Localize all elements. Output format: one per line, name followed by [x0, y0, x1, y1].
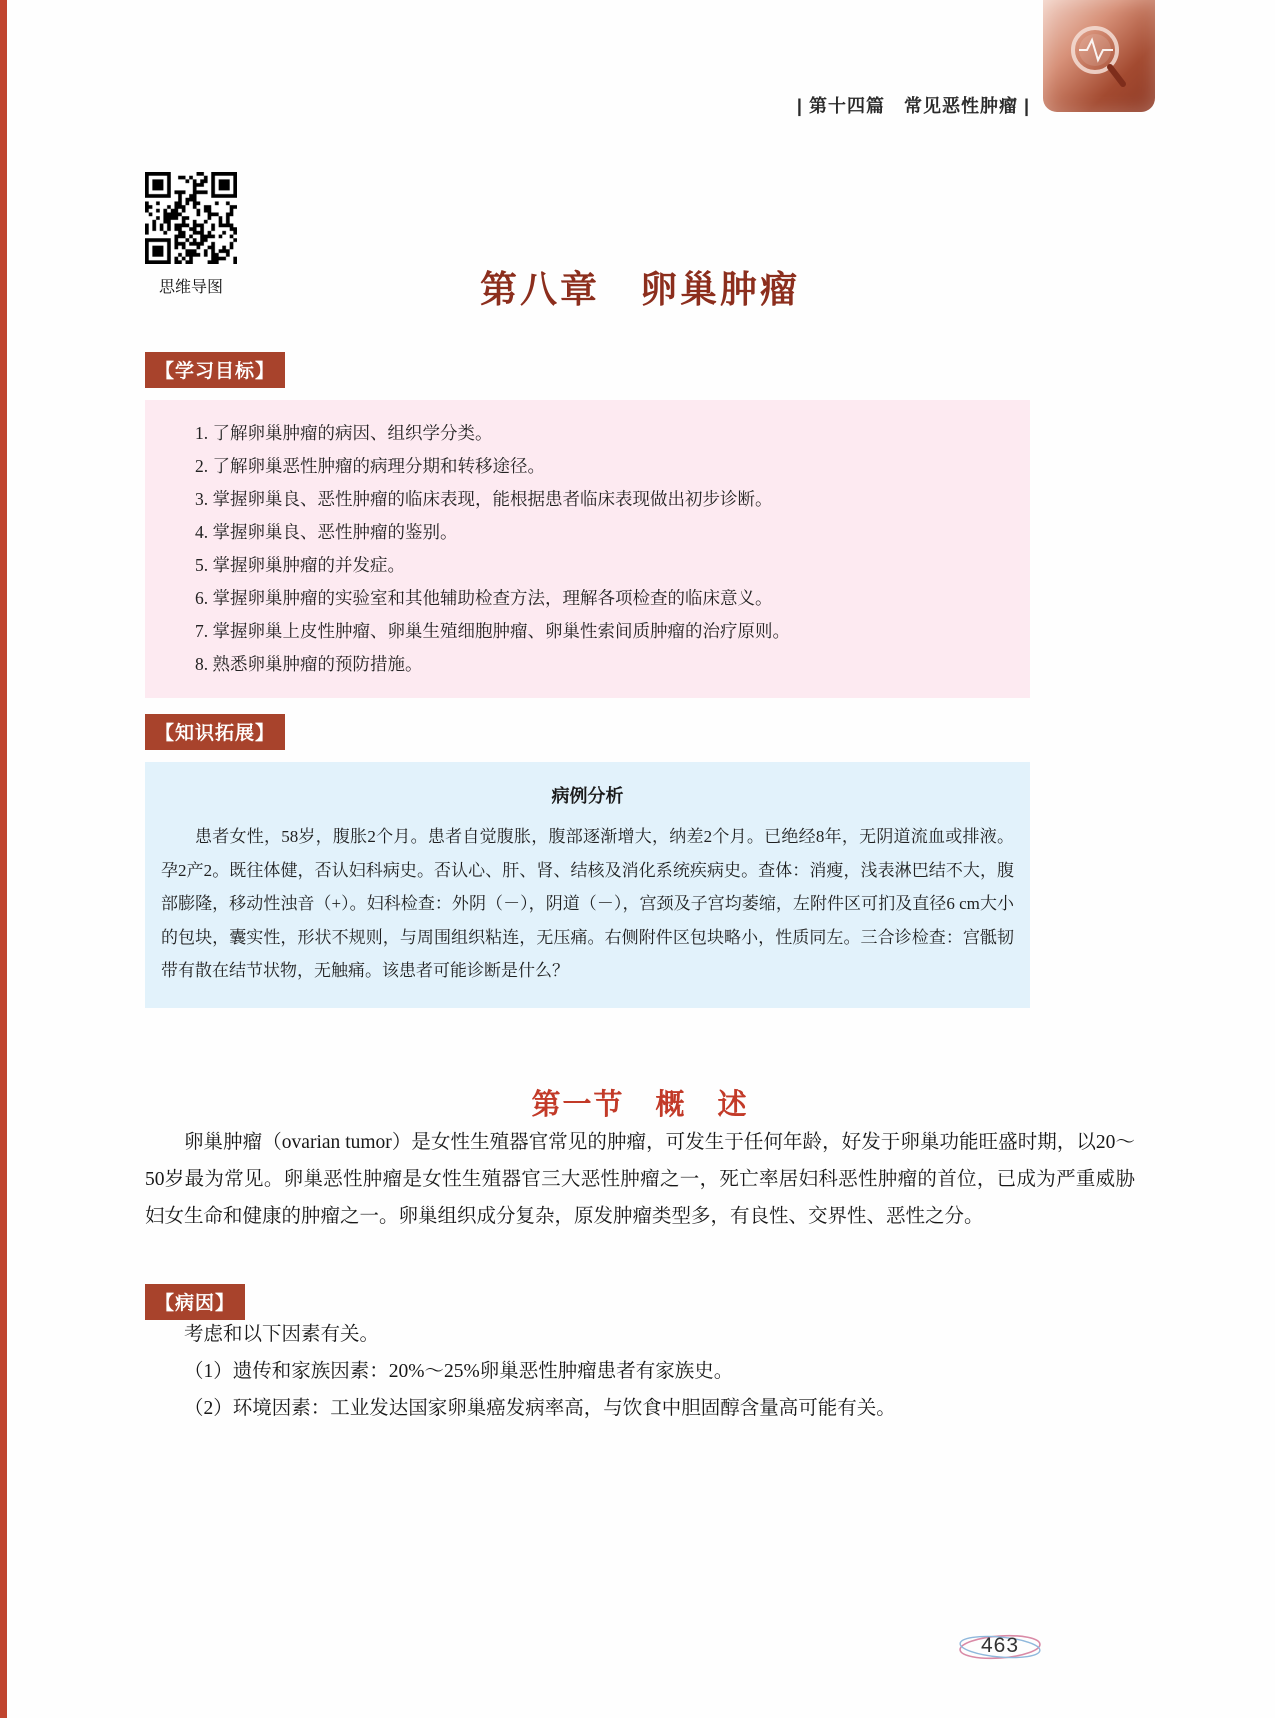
etiology-item: （1）遗传和家族因素：20%～25%卵巢恶性肿瘤患者有家族史。 — [184, 1361, 734, 1382]
etiology-intro: 考虑和以下因素有关。 — [184, 1324, 380, 1345]
chapter-title: 第八章 卵巢肿瘤 — [480, 268, 800, 310]
corner-decoration — [1043, 0, 1155, 112]
objective-item: 8. 熟悉卵巢肿瘤的预防措施。 — [195, 654, 423, 674]
qr-caption: 思维导图 — [158, 279, 223, 296]
objective-item: 7. 掌握卵巢上皮性肿瘤、卵巢生殖细胞肿瘤、卵巢性索间质肿瘤的治疗原则。 — [195, 621, 790, 641]
overview-paragraph: 卵巢肿瘤（ovarian tumor）是女性生殖器官常见的肿瘤，可发生于任何年龄，好发于卵巢功能旺盛时期，以20～50岁最为常见。卵巢恶性肿瘤是女性生殖器官三大恶性肿瘤之一，死亡率居妇科恶性肿瘤的首位，已成为严重威胁妇女生命和健康的肿瘤之一。卵巢组织成分复杂，原发肿瘤类型多，有良性、交界性、恶性之分。 — [145, 1132, 1135, 1227]
page-number — [957, 1630, 1043, 1664]
case-analysis-box — [145, 762, 1030, 1008]
objective-item: 1. 了解卵巢肿瘤的病因、组织学分类。 — [195, 423, 493, 443]
left-edge-bar — [0, 0, 7, 1718]
qr-code-image — [145, 172, 237, 264]
running-head — [797, 92, 1030, 118]
objective-item: 2. 了解卵巢恶性肿瘤的病理分期和转移途径。 — [195, 456, 545, 476]
etiology-item: （2）环境因素：工业发达国家卵巢癌发病率高，与饮食中胆固醇含量高可能有关。 — [184, 1398, 896, 1419]
objective-item: 6. 掌握卵巢肿瘤的实验室和其他辅助检查方法，理解各项检查的临床意义。 — [195, 588, 773, 608]
page-number-text: 463 — [980, 1634, 1020, 1657]
section-heading: 第一节 概 述 — [531, 1089, 749, 1122]
objective-item: 4. 掌握卵巢良、恶性肿瘤的鉴别。 — [195, 522, 458, 542]
etiology-block — [145, 1316, 1135, 1427]
case-text: 患者女性，58岁，腹胀2个月。患者自觉腹胀，腹部逐渐增大，纳差2个月。已绝经8年，无阴道流血或排液。孕2产2。既往体健，否认妇科病史。否认心、肝、肾、结核及消化系统疾病史。查体：消瘦，浅表淋巴结不大，腹部膨隆，移动性浊音（+）。妇科检查：外阴（－），阴道（－），宫颈及子宫均萎缩，左附件区可扪及直径6 cm大小的包块，囊实性，形状不规则，与周围组织粘连，无压痛。右侧附件区包块略小，性质同左。三合诊检查：宫骶韧带有散在结节状物，无触痛。该患者可能诊断是什么？ — [161, 827, 1014, 980]
objective-item: 5. 掌握卵巢肿瘤的并发症。 — [195, 555, 405, 575]
knowledge-label: 【知识拓展】 — [145, 714, 285, 750]
magnifier-icon — [1057, 16, 1141, 100]
etiology-label: 【病因】 — [145, 1284, 245, 1320]
objectives-box — [145, 400, 1030, 698]
objectives-label: 【学习目标】 — [145, 352, 285, 388]
objective-item: 3. 掌握卵巢良、恶性肿瘤的临床表现，能根据患者临床表现做出初步诊断。 — [195, 489, 773, 509]
running-head-text: | 第十四篇 常见恶性肿瘤 | — [796, 96, 1030, 116]
case-title: 病例分析 — [551, 786, 624, 806]
